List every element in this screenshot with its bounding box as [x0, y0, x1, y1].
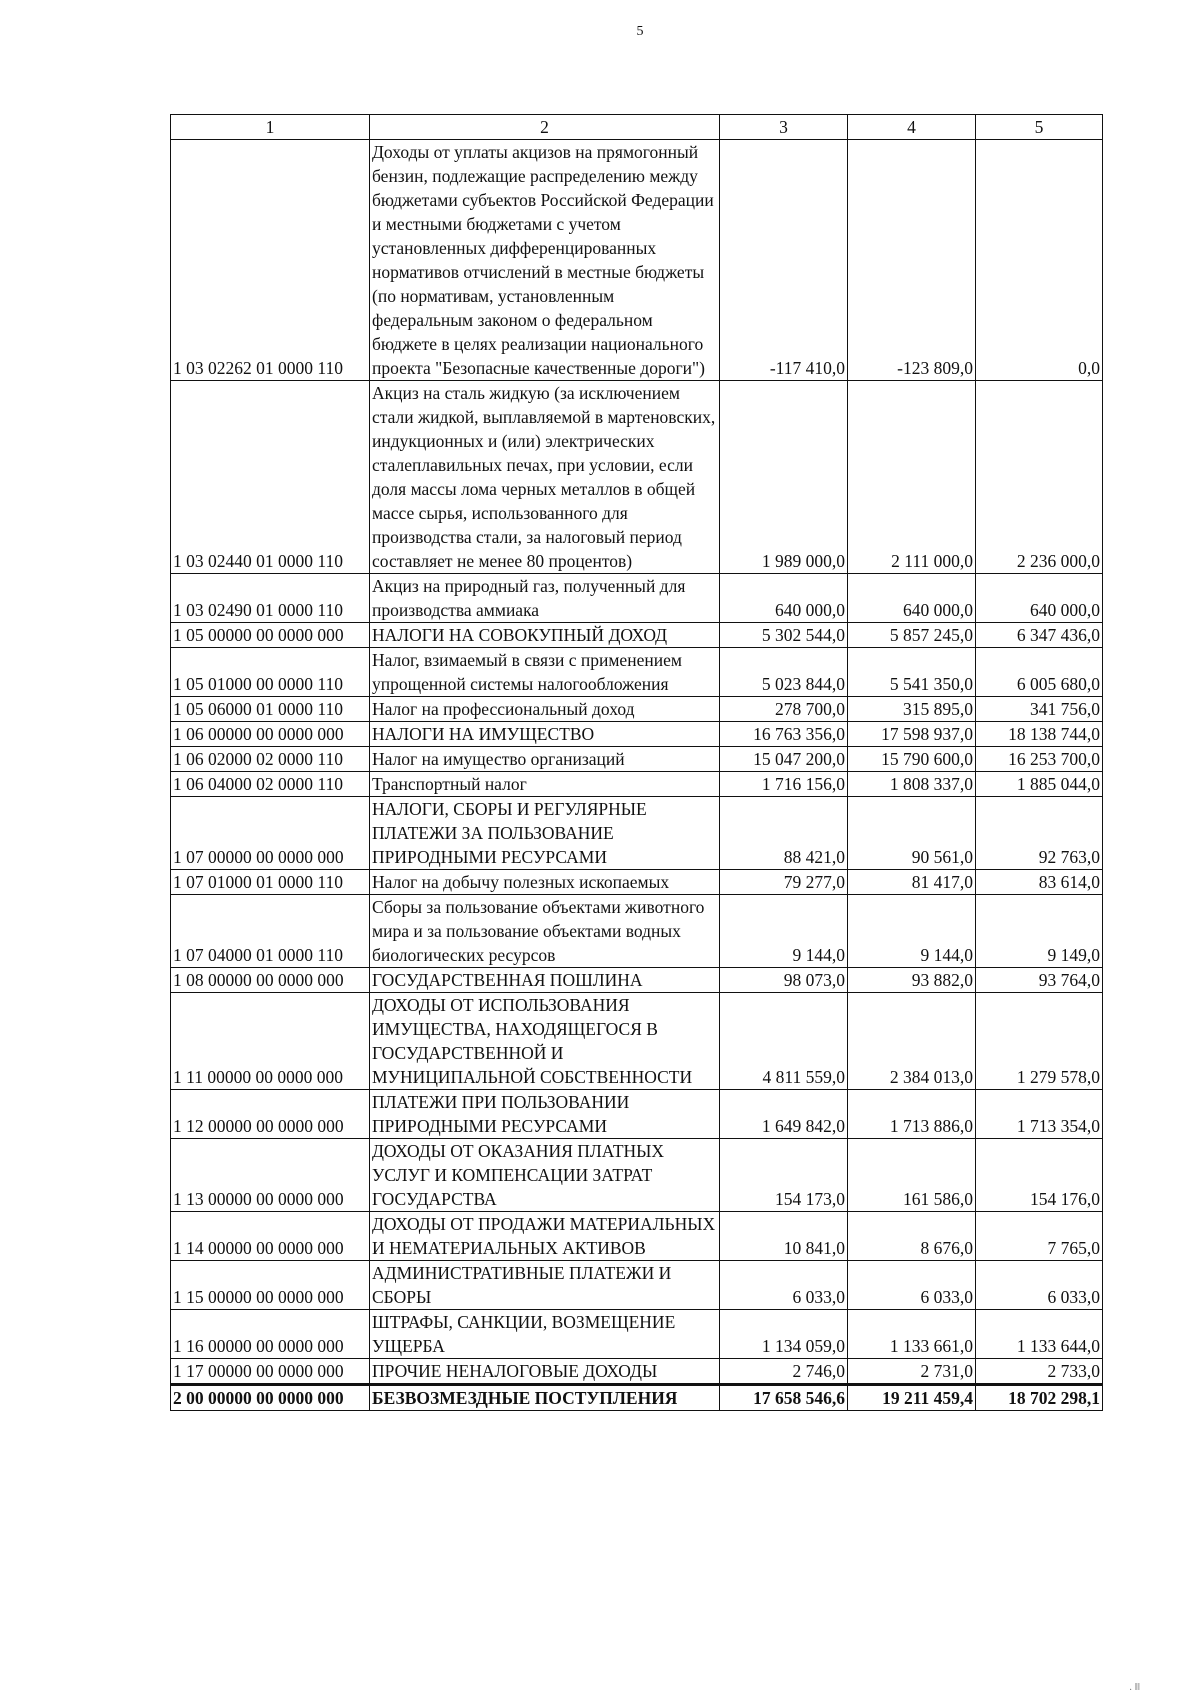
code-cell: 1 05 01000 00 0000 110: [171, 648, 370, 697]
value-col-3-cell: 98 073,0: [720, 968, 848, 993]
value-col-3-cell: 1 649 842,0: [720, 1090, 848, 1139]
table-row: [171, 1139, 1103, 1212]
value-col-5-cell: 1 713 354,0: [976, 1090, 1103, 1139]
table-row: [171, 797, 1103, 870]
page-number: 5: [636, 24, 644, 39]
name-cell: Транспортный налог: [370, 772, 720, 797]
value-col-4-cell: 19 211 459,4: [848, 1385, 976, 1411]
code-cell: 1 06 00000 00 0000 000: [171, 722, 370, 747]
value-col-3-cell: 16 763 356,0: [720, 722, 848, 747]
value-col-3-cell: 278 700,0: [720, 697, 848, 722]
header-col-2: 2: [370, 115, 720, 140]
name-cell: НАЛОГИ НА ИМУЩЕСТВО: [370, 722, 720, 747]
value-col-5-cell: 16 253 700,0: [976, 747, 1103, 772]
value-col-3-cell: 5 302 544,0: [720, 623, 848, 648]
code-cell: 1 05 06000 01 0000 110: [171, 697, 370, 722]
value-col-3-cell: 15 047 200,0: [720, 747, 848, 772]
name-cell: ПРОЧИЕ НЕНАЛОГОВЫЕ ДОХОДЫ: [370, 1359, 720, 1385]
name-cell: Доходы от уплаты акцизов на прямогонный бензин, подлежащие распределению между бюджетами субъектов Российской Федерации и местными бюджетами с учетом установленных дифференцированных нормативов отчислений в местные бюджеты (по нормативам, установленным федеральным законом о федеральном бюджете в целях реализации национального проекта "Безопасные качественные дороги"): [370, 140, 720, 381]
table-row: [171, 772, 1103, 797]
table-row: [171, 1310, 1103, 1359]
value-col-5-cell: 2 236 000,0: [976, 381, 1103, 574]
value-col-5-cell: 640 000,0: [976, 574, 1103, 623]
name-cell: Акциз на природный газ, полученный для производства аммиака: [370, 574, 720, 623]
value-col-5-cell: 7 765,0: [976, 1212, 1103, 1261]
header-col-3: 3: [720, 115, 848, 140]
value-col-4-cell: 1 808 337,0: [848, 772, 976, 797]
value-col-4-cell: 161 586,0: [848, 1139, 976, 1212]
name-cell: Налог на профессиональный доход: [370, 697, 720, 722]
value-col-5-cell: 1 885 044,0: [976, 772, 1103, 797]
value-col-5-cell: 92 763,0: [976, 797, 1103, 870]
value-col-5-cell: 1 279 578,0: [976, 993, 1103, 1090]
table-row: [171, 870, 1103, 895]
name-cell: Налог, взимаемый в связи с применением упрощенной системы налогообложения: [370, 648, 720, 697]
table-body: [171, 140, 1103, 1411]
value-col-4-cell: 9 144,0: [848, 895, 976, 968]
name-cell: ПЛАТЕЖИ ПРИ ПОЛЬЗОВАНИИ ПРИРОДНЫМИ РЕСУРСАМИ: [370, 1090, 720, 1139]
table-row: [171, 381, 1103, 574]
value-col-5-cell: 6 005 680,0: [976, 648, 1103, 697]
header-col-5: 5: [976, 115, 1103, 140]
header-col-4: 4: [848, 115, 976, 140]
revenue-table: [170, 114, 1103, 1411]
code-cell: 1 13 00000 00 0000 000: [171, 1139, 370, 1212]
value-col-3-cell: 640 000,0: [720, 574, 848, 623]
name-cell: ШТРАФЫ, САНКЦИИ, ВОЗМЕЩЕНИЕ УЩЕРБА: [370, 1310, 720, 1359]
name-cell: Налог на имущество организаций: [370, 747, 720, 772]
code-cell: 1 14 00000 00 0000 000: [171, 1212, 370, 1261]
value-col-3-cell: 88 421,0: [720, 797, 848, 870]
value-col-4-cell: 5 541 350,0: [848, 648, 976, 697]
table-row: [171, 1212, 1103, 1261]
value-col-5-cell: 18 138 744,0: [976, 722, 1103, 747]
value-col-4-cell: 2 111 000,0: [848, 381, 976, 574]
value-col-4-cell: 2 384 013,0: [848, 993, 976, 1090]
code-cell: 1 06 04000 02 0000 110: [171, 772, 370, 797]
value-col-3-cell: 5 023 844,0: [720, 648, 848, 697]
value-col-3-cell: -117 410,0: [720, 140, 848, 381]
value-col-3-cell: 2 746,0: [720, 1359, 848, 1385]
table-row: [171, 747, 1103, 772]
table-row: [171, 993, 1103, 1090]
code-cell: 1 15 00000 00 0000 000: [171, 1261, 370, 1310]
table-row: [171, 1359, 1103, 1385]
value-col-3-cell: 17 658 546,6: [720, 1385, 848, 1411]
value-col-3-cell: 6 033,0: [720, 1261, 848, 1310]
value-col-4-cell: 1 713 886,0: [848, 1090, 976, 1139]
value-col-5-cell: 93 764,0: [976, 968, 1103, 993]
value-col-5-cell: 1 133 644,0: [976, 1310, 1103, 1359]
name-cell: ДОХОДЫ ОТ ПРОДАЖИ МАТЕРИАЛЬНЫХ И НЕМАТЕРИАЛЬНЫХ АКТИВОВ: [370, 1212, 720, 1261]
table-row: [171, 1090, 1103, 1139]
value-col-4-cell: 5 857 245,0: [848, 623, 976, 648]
name-cell: Сборы за пользование объектами животного мира и за пользование объектами водных биологических ресурсов: [370, 895, 720, 968]
value-col-5-cell: 6 347 436,0: [976, 623, 1103, 648]
value-col-3-cell: 79 277,0: [720, 870, 848, 895]
name-cell: НАЛОГИ, СБОРЫ И РЕГУЛЯРНЫЕ ПЛАТЕЖИ ЗА ПОЛЬЗОВАНИЕ ПРИРОДНЫМИ РЕСУРСАМИ: [370, 797, 720, 870]
value-col-3-cell: 1 716 156,0: [720, 772, 848, 797]
value-col-5-cell: 9 149,0: [976, 895, 1103, 968]
value-col-4-cell: 315 895,0: [848, 697, 976, 722]
name-cell: ГОСУДАРСТВЕННАЯ ПОШЛИНА: [370, 968, 720, 993]
code-cell: 1 06 02000 02 0000 110: [171, 747, 370, 772]
code-cell: 1 07 00000 00 0000 000: [171, 797, 370, 870]
table-row: [171, 968, 1103, 993]
code-cell: 1 03 02490 01 0000 110: [171, 574, 370, 623]
code-cell: 1 16 00000 00 0000 000: [171, 1310, 370, 1359]
value-col-4-cell: 8 676,0: [848, 1212, 976, 1261]
code-cell: 1 08 00000 00 0000 000: [171, 968, 370, 993]
value-col-4-cell: 17 598 937,0: [848, 722, 976, 747]
value-col-5-cell: 83 614,0: [976, 870, 1103, 895]
value-col-4-cell: 640 000,0: [848, 574, 976, 623]
code-cell: 1 12 00000 00 0000 000: [171, 1090, 370, 1139]
value-col-5-cell: 0,0: [976, 140, 1103, 381]
value-col-5-cell: 154 176,0: [976, 1139, 1103, 1212]
value-col-3-cell: 9 144,0: [720, 895, 848, 968]
code-cell: 1 03 02440 01 0000 110: [171, 381, 370, 574]
value-col-4-cell: 6 033,0: [848, 1261, 976, 1310]
table-row: [171, 623, 1103, 648]
table-header-row: [171, 115, 1103, 140]
value-col-4-cell: 15 790 600,0: [848, 747, 976, 772]
value-col-4-cell: 2 731,0: [848, 1359, 976, 1385]
table-row: [171, 574, 1103, 623]
name-cell: Акциз на сталь жидкую (за исключением стали жидкой, выплавляемой в мартеновских, индукционных и (или) электрических сталеплавильных печах, при условии, если доля массы лома черных металлов в общей массе сырья, использованного для производства стали, за налоговый период составляет не менее 80 процентов): [370, 381, 720, 574]
code-cell: 1 17 00000 00 0000 000: [171, 1359, 370, 1385]
value-col-3-cell: 1 989 000,0: [720, 381, 848, 574]
value-col-5-cell: 6 033,0: [976, 1261, 1103, 1310]
code-cell: 2 00 00000 00 0000 000: [171, 1385, 370, 1411]
value-col-3-cell: 4 811 559,0: [720, 993, 848, 1090]
value-col-5-cell: 2 733,0: [976, 1359, 1103, 1385]
code-cell: 1 11 00000 00 0000 000: [171, 993, 370, 1090]
value-col-5-cell: 18 702 298,1: [976, 1385, 1103, 1411]
table-row-total: [171, 1385, 1103, 1411]
value-col-4-cell: 93 882,0: [848, 968, 976, 993]
table-row: [171, 648, 1103, 697]
code-cell: 1 03 02262 01 0000 110: [171, 140, 370, 381]
value-col-4-cell: 90 561,0: [848, 797, 976, 870]
table-row: [171, 1261, 1103, 1310]
name-cell: БЕЗВОЗМЕЗДНЫЕ ПОСТУПЛЕНИЯ: [370, 1385, 720, 1411]
name-cell: Налог на добычу полезных ископаемых: [370, 870, 720, 895]
name-cell: ДОХОДЫ ОТ ИСПОЛЬЗОВАНИЯ ИМУЩЕСТВА, НАХОДЯЩЕГОСЯ В ГОСУДАРСТВЕННОЙ И МУНИЦИПАЛЬНОЙ СОБСТВЕННОСТИ: [370, 993, 720, 1090]
value-col-4-cell: 1 133 661,0: [848, 1310, 976, 1359]
value-col-4-cell: -123 809,0: [848, 140, 976, 381]
scan-artifact: . ‖‖: [1129, 1682, 1140, 1693]
code-cell: 1 07 01000 01 0000 110: [171, 870, 370, 895]
value-col-3-cell: 1 134 059,0: [720, 1310, 848, 1359]
table-row: [171, 895, 1103, 968]
value-col-3-cell: 10 841,0: [720, 1212, 848, 1261]
code-cell: 1 05 00000 00 0000 000: [171, 623, 370, 648]
table-row: [171, 722, 1103, 747]
name-cell: ДОХОДЫ ОТ ОКАЗАНИЯ ПЛАТНЫХ УСЛУГ И КОМПЕНСАЦИИ ЗАТРАТ ГОСУДАРСТВА: [370, 1139, 720, 1212]
value-col-4-cell: 81 417,0: [848, 870, 976, 895]
table-row: [171, 697, 1103, 722]
code-cell: 1 07 04000 01 0000 110: [171, 895, 370, 968]
name-cell: НАЛОГИ НА СОВОКУПНЫЙ ДОХОД: [370, 623, 720, 648]
value-col-5-cell: 341 756,0: [976, 697, 1103, 722]
table-row: [171, 140, 1103, 381]
header-col-1: 1: [171, 115, 370, 140]
name-cell: АДМИНИСТРАТИВНЫЕ ПЛАТЕЖИ И СБОРЫ: [370, 1261, 720, 1310]
value-col-3-cell: 154 173,0: [720, 1139, 848, 1212]
